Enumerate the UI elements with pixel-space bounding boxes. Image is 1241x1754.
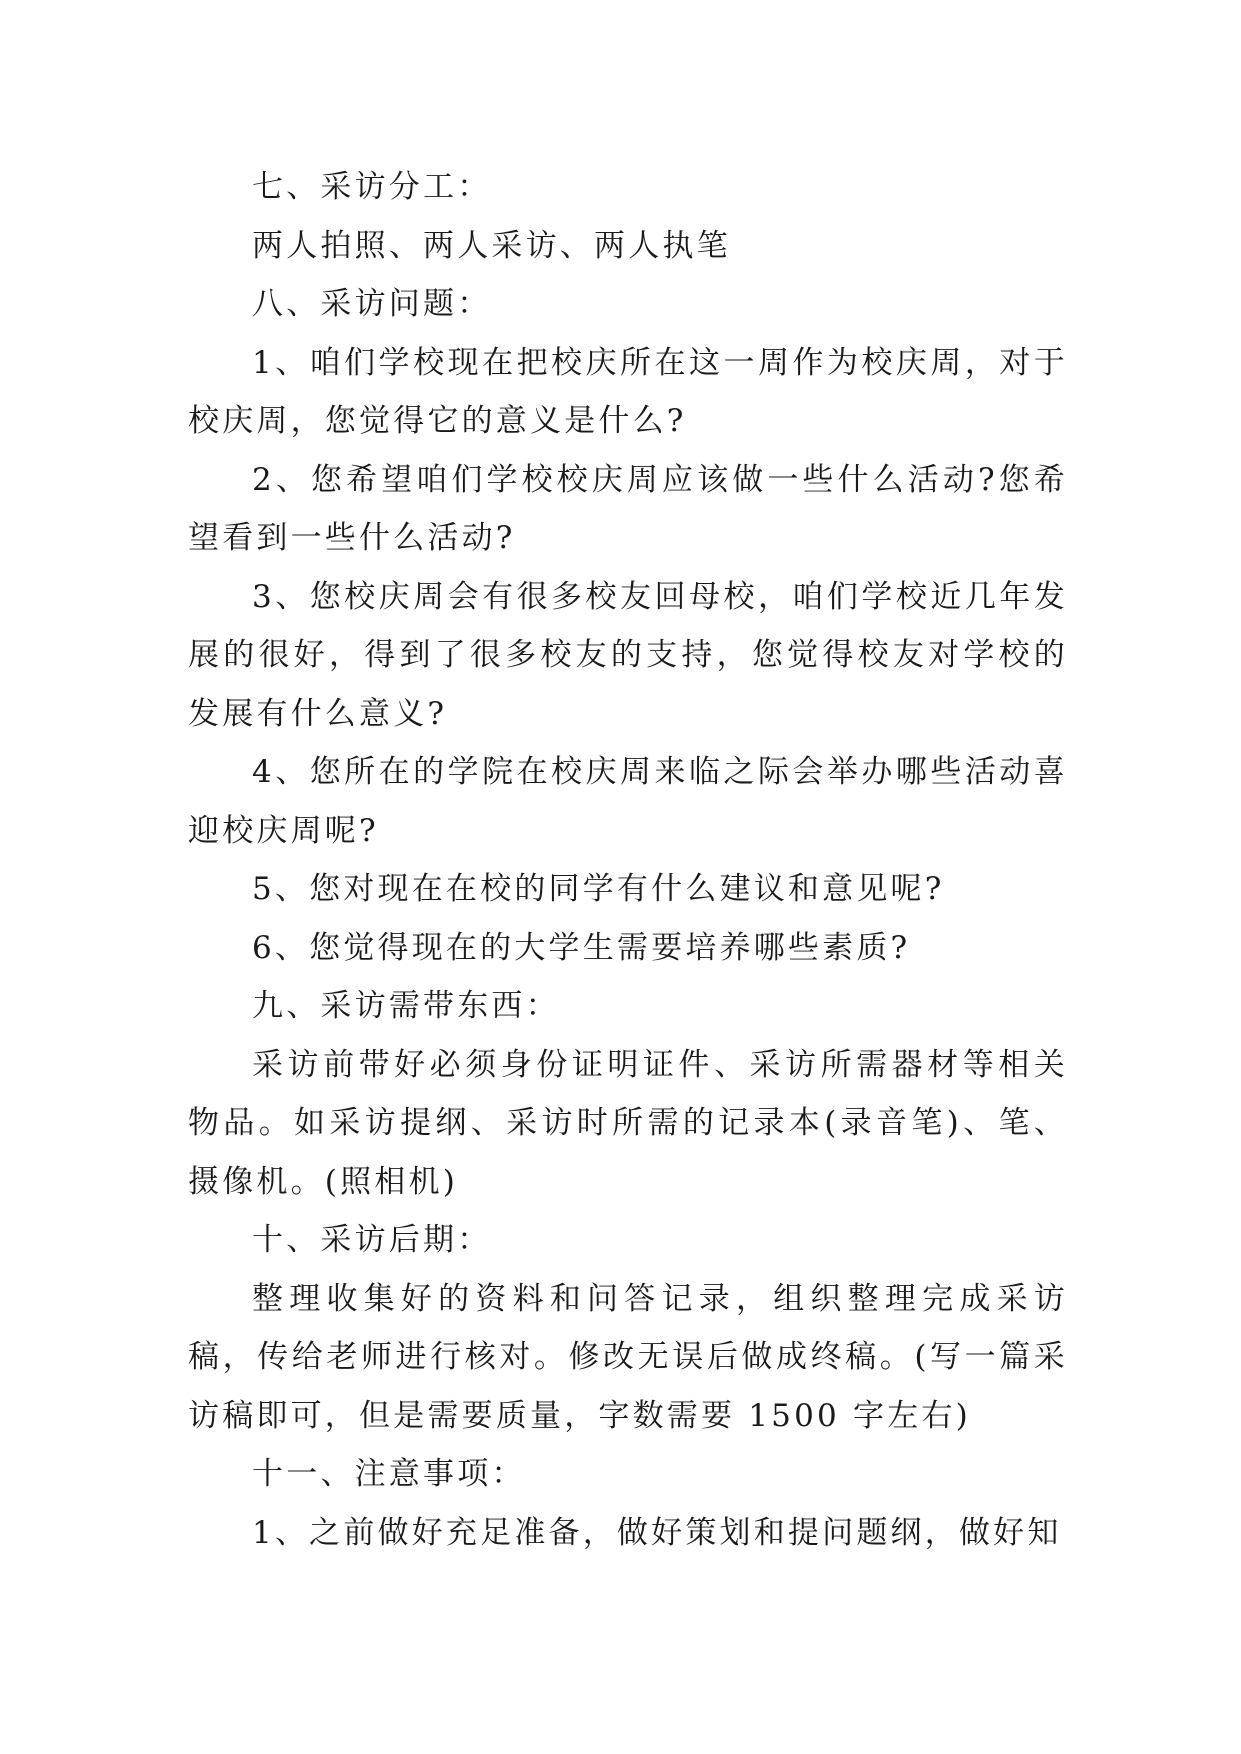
document-body [188,158,1068,1562]
paragraph-items-detail: 采访前带好必须身份证明证件、采访所需器材等相关物品。如采访提纲、采访时所需的记录本(录音笔)、笔、摄像机。(照相机) [188,1046,1068,1200]
question-1: 1、咱们学校现在把校庆所在这一周作为校庆周，对于校庆周，您觉得它的意义是什么? [188,344,1068,439]
section-heading-interview-division: 七、采访分工： [252,169,492,205]
question-3: 3、您校庆周会有很多校友回母校，咱们学校近几年发展的很好，得到了很多校友的支持，您觉得校友对学校的发展有什么意义? [188,578,1068,732]
paragraph-post-interview-detail: 整理收集好的资料和问答记录，组织整理完成采访稿，传给老师进行核对。修改无误后做成终稿。(写一篇采访稿即可，但是需要质量，字数需要 1500 字左右) [188,1280,1068,1434]
question-4: 4、您所在的学院在校庆周来临之际会举办哪些活动喜迎校庆周呢? [188,754,1068,849]
section-heading-items-to-bring: 九、采访需带东西： [252,988,560,1024]
question-6: 6、您觉得现在的大学生需要培养哪些素质? [252,929,911,966]
question-5: 5、您对现在在校的同学有什么建议和意见呢? [252,871,945,907]
note-1: 1、之前做好充足准备，做好策划和提问题纲，做好知 [252,1514,1062,1551]
paragraph-division-detail: 两人拍照、两人采访、两人执笔 [252,227,731,264]
question-2: 2、您希望咱们学校校庆周应该做一些什么活动?您希望看到一些什么活动? [188,461,1068,556]
section-heading-post-interview: 十、采访后期： [252,1222,492,1258]
section-heading-notes: 十一、注意事项： [252,1456,526,1492]
section-heading-interview-questions: 八、采访问题： [252,286,492,322]
